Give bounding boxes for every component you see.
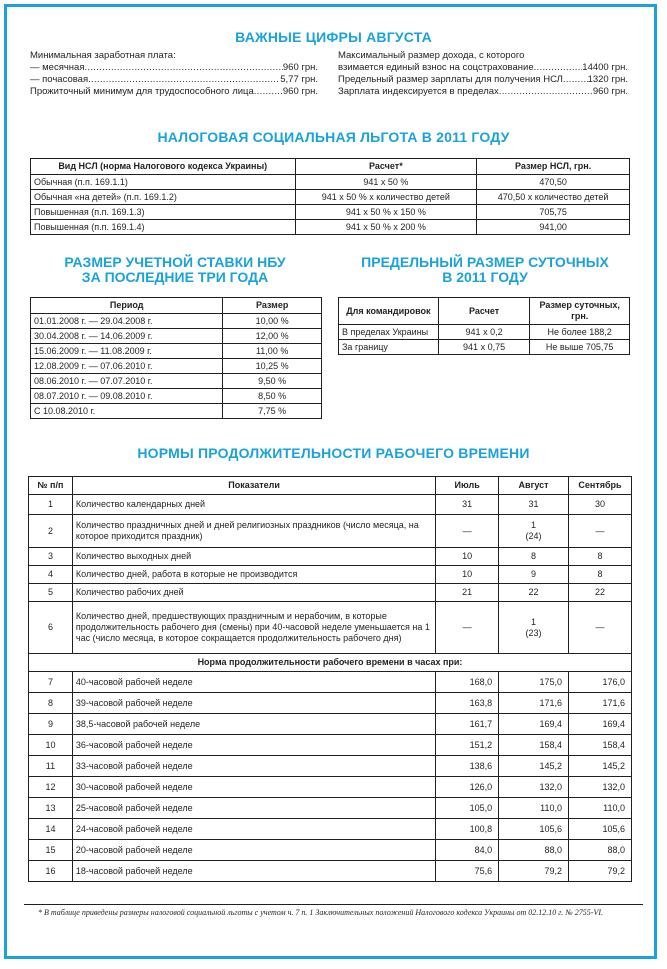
table-row — [29, 756, 632, 777]
row-number: 2 — [29, 515, 73, 548]
figure-label: Зарплата индексируется в пределах — [338, 86, 499, 97]
row-number: 5 — [29, 584, 73, 602]
table-row — [339, 340, 630, 355]
table-cell: 470,50 х количество детей — [477, 190, 630, 205]
row-value: 158,4 — [499, 735, 569, 756]
dot-leader — [88, 74, 280, 86]
column-header: Август — [499, 477, 569, 495]
row-value: 110,0 — [569, 798, 632, 819]
row-value: — — [436, 602, 499, 654]
row-value: 84,0 — [436, 840, 499, 861]
figure-label: — почасовая — [30, 74, 89, 85]
row-number: 11 — [29, 756, 73, 777]
row-value: 151,2 — [436, 735, 499, 756]
august-left-list — [30, 50, 318, 98]
table-row — [31, 205, 630, 220]
column-header: Показатели — [72, 477, 435, 495]
row-label: Количество календарных дней — [72, 495, 435, 515]
column-header: Размер — [223, 298, 322, 314]
figure-row — [30, 50, 318, 62]
row-value: 1 (24) — [499, 515, 569, 548]
figure-row — [338, 62, 628, 74]
row-value: 10 — [436, 548, 499, 566]
table-row — [31, 359, 322, 374]
row-value: 110,0 — [499, 798, 569, 819]
table-row — [29, 777, 632, 798]
row-value: 100,8 — [436, 819, 499, 840]
row-value: 175,0 — [499, 672, 569, 693]
column-header: Расчет* — [295, 159, 477, 175]
row-value: 31 — [436, 495, 499, 515]
row-value: 169,4 — [569, 714, 632, 735]
column-header: Расчет — [438, 298, 530, 325]
figure-label: Предельный размер зарплаты для получения НСЛ — [338, 74, 563, 85]
row-value: 171,6 — [569, 693, 632, 714]
figure-label: Максимальный размер дохода, с которого — [338, 50, 525, 61]
nsl-title: НАЛОГОВАЯ СОЦИАЛЬНАЯ ЛЬГОТА В 2011 ГОДУ — [157, 129, 510, 145]
table-cell: 08.06.2010 г. — 07.07.2010 г. — [31, 374, 223, 389]
row-number: 9 — [29, 714, 73, 735]
hours-table — [28, 476, 632, 882]
subheader-row — [29, 654, 632, 672]
row-value: 30 — [569, 495, 632, 515]
row-number: 7 — [29, 672, 73, 693]
table-cell: В пределах Украины — [339, 325, 439, 340]
row-value: 169,4 — [499, 714, 569, 735]
figure-row — [30, 62, 318, 74]
daily-title — [340, 255, 630, 285]
row-value: — — [436, 515, 499, 548]
row-number: 14 — [29, 819, 73, 840]
table-cell: 10,25 % — [223, 359, 322, 374]
row-number: 15 — [29, 840, 73, 861]
row-number: 8 — [29, 693, 73, 714]
row-value: 105,0 — [436, 798, 499, 819]
row-value: 132,0 — [499, 777, 569, 798]
row-number: 4 — [29, 566, 73, 584]
row-label: Количество дней, предшествующих праздничным и нерабочим, в которые продолжительность рабочего дня (смены) при 40-часовой неделе уменьшается на 1 час (число месяца, в которое сокращается продолжительность рабочего дня) — [72, 602, 435, 654]
column-header: Вид НСЛ (норма Налогового кодекса Украины) — [31, 159, 296, 175]
table-cell: 11,00 % — [223, 344, 322, 359]
daily-title-line2: В 2011 ГОДУ — [442, 269, 528, 285]
august-title: ВАЖНЫЕ ЦИФРЫ АВГУСТА — [235, 29, 432, 45]
table-cell: Не более 188,2 — [530, 325, 630, 340]
figure-value: 14400 грн. — [582, 62, 628, 73]
row-label: Количество выходных дней — [72, 548, 435, 566]
table-row — [31, 344, 322, 359]
row-value: 176,0 — [569, 672, 632, 693]
row-label: 39-часовой рабочей неделе — [72, 693, 435, 714]
row-label: Количество рабочих дней — [72, 584, 435, 602]
row-label: 36-часовой рабочей неделе — [72, 735, 435, 756]
table-cell: 7,75 % — [223, 404, 322, 419]
table-cell: 15.06.2009 г. — 11.08.2009 г. — [31, 344, 223, 359]
table-cell: 470,50 — [477, 175, 630, 190]
table-cell: 9,50 % — [223, 374, 322, 389]
table-row — [29, 495, 632, 515]
row-value: 161,7 — [436, 714, 499, 735]
figure-value: 1320 грн. — [587, 74, 628, 85]
row-value: 126,0 — [436, 777, 499, 798]
dot-leader — [84, 62, 282, 74]
figure-label: взимается единый взнос на соцстрахование — [338, 62, 534, 73]
table-cell: 10,00 % — [223, 314, 322, 329]
row-value: 8 — [569, 566, 632, 584]
column-header: Июль — [436, 477, 499, 495]
row-value: 105,6 — [499, 819, 569, 840]
table-cell: 941 х 50 % х 200 % — [295, 220, 477, 235]
column-header: Для командировок — [339, 298, 439, 325]
table-row — [29, 602, 632, 654]
row-value: 22 — [499, 584, 569, 602]
row-number: 3 — [29, 548, 73, 566]
august-right-list — [338, 50, 628, 98]
column-header: Сентябрь — [569, 477, 632, 495]
row-number: 1 — [29, 495, 73, 515]
row-value: 132,0 — [569, 777, 632, 798]
row-value: 79,2 — [499, 861, 569, 882]
table-cell: 941 х 50 % х количество детей — [295, 190, 477, 205]
column-header: Размер суточных, грн. — [530, 298, 630, 325]
table-cell: Повышенная (п.п. 169.1.4) — [31, 220, 296, 235]
row-label: Количество дней, работа в которые не производится — [72, 566, 435, 584]
table-cell: За границу — [339, 340, 439, 355]
figure-row — [338, 86, 628, 98]
row-value: — — [569, 515, 632, 548]
row-value: 145,2 — [499, 756, 569, 777]
table-cell: Обычная (п.п. 169.1.1) — [31, 175, 296, 190]
table-cell: 08.07.2010 г. — 09.08.2010 г. — [31, 389, 223, 404]
nbu-title — [30, 255, 320, 285]
footnote-divider — [24, 904, 643, 905]
dot-leader — [499, 86, 593, 98]
table-cell: 01.01.2008 г. — 29.04.2008 г. — [31, 314, 223, 329]
dot-leader — [534, 62, 583, 74]
hours-title: НОРМЫ ПРОДОЛЖИТЕЛЬНОСТИ РАБОЧЕГО ВРЕМЕНИ — [137, 445, 530, 461]
row-value: 158,4 — [569, 735, 632, 756]
figure-label: Минимальная заработная плата: — [30, 50, 176, 61]
row-label: 40-часовой рабочей неделе — [72, 672, 435, 693]
nsl-table — [30, 158, 630, 235]
row-value: 8 — [499, 548, 569, 566]
row-value: 105,6 — [569, 819, 632, 840]
row-value: 1 (23) — [499, 602, 569, 654]
row-value: 22 — [569, 584, 632, 602]
row-number: 16 — [29, 861, 73, 882]
subheader-cell: Норма продолжительности рабочего времени в часах при: — [29, 654, 632, 672]
dot-leader — [254, 86, 283, 98]
row-value: 138,6 — [436, 756, 499, 777]
table-row — [339, 325, 630, 340]
table-cell: 8,50 % — [223, 389, 322, 404]
row-value: 163,8 — [436, 693, 499, 714]
table-cell: 941 х 0,2 — [438, 325, 530, 340]
table-row — [29, 693, 632, 714]
figure-row — [30, 86, 318, 98]
table-row — [29, 735, 632, 756]
table-row — [31, 175, 630, 190]
row-number: 13 — [29, 798, 73, 819]
row-label: 38,5-часовой рабочей неделе — [72, 714, 435, 735]
table-cell: Не выше 705,75 — [530, 340, 630, 355]
row-number: 12 — [29, 777, 73, 798]
nbu-title-line2: ЗА ПОСЛЕДНИЕ ТРИ ГОДА — [81, 269, 269, 285]
row-value: 171,6 — [499, 693, 569, 714]
figure-row — [338, 74, 628, 86]
row-value: 88,0 — [569, 840, 632, 861]
row-label: 33-часовой рабочей неделе — [72, 756, 435, 777]
row-value: 9 — [499, 566, 569, 584]
column-header: Период — [31, 298, 223, 314]
figure-label: — месячная — [30, 62, 85, 73]
table-row — [29, 840, 632, 861]
figure-value: 5,77 грн. — [280, 74, 318, 85]
column-header: № п/п — [29, 477, 73, 495]
table-row — [31, 190, 630, 205]
row-label: Количество праздничных дней и дней религиозных праздников (число месяца, на которое приходится праздник) — [72, 515, 435, 548]
footnote: * В таблице приведены размеры налоговой социальной льготы с учетом ч. 7 п. 1 Заключительных положений Налогового кодекса Украины от 02.12.10 г. № 2755-VI. — [38, 908, 604, 917]
table-cell: 12,00 % — [223, 329, 322, 344]
table-cell: С 10.08.2010 г. — [31, 404, 223, 419]
row-value: 75,6 — [436, 861, 499, 882]
row-value: 145,2 — [569, 756, 632, 777]
table-row — [29, 714, 632, 735]
row-value: — — [569, 602, 632, 654]
table-cell: 30.04.2008 г. — 14.06.2009 г. — [31, 329, 223, 344]
figure-label: Прожиточный минимум для трудоспособного лица — [30, 86, 254, 97]
table-cell: 705,75 — [477, 205, 630, 220]
table-cell: 941 х 50 % х 150 % — [295, 205, 477, 220]
figure-row — [338, 50, 628, 62]
column-header: Размер НСЛ, грн. — [477, 159, 630, 175]
row-value: 21 — [436, 584, 499, 602]
table-cell: 941,00 — [477, 220, 630, 235]
row-label: 24-часовой рабочей неделе — [72, 819, 435, 840]
row-label: 25-часовой рабочей неделе — [72, 798, 435, 819]
table-cell: 941 х 50 % — [295, 175, 477, 190]
row-number: 6 — [29, 602, 73, 654]
row-value: 79,2 — [569, 861, 632, 882]
table-row — [29, 798, 632, 819]
figure-value: 960 грн. — [592, 86, 628, 97]
table-row — [29, 584, 632, 602]
nbu-title-line1: РАЗМЕР УЧЕТНОЙ СТАВКИ НБУ — [64, 254, 286, 270]
row-value: 88,0 — [499, 840, 569, 861]
figure-value: 960 грн. — [282, 86, 318, 97]
row-label: 20-часовой рабочей неделе — [72, 840, 435, 861]
table-row — [29, 566, 632, 584]
row-value: 8 — [569, 548, 632, 566]
row-value: 10 — [436, 566, 499, 584]
figure-value: 960 грн. — [282, 62, 318, 73]
row-label: 30-часовой рабочей неделе — [72, 777, 435, 798]
table-row — [29, 861, 632, 882]
dot-leader — [563, 74, 588, 86]
table-cell: 12.08.2009 г. — 07.06.2010 г. — [31, 359, 223, 374]
row-label: 18-часовой рабочей неделе — [72, 861, 435, 882]
table-row — [31, 314, 322, 329]
row-value: 168,0 — [436, 672, 499, 693]
figure-row — [30, 74, 318, 86]
nbu-table — [30, 297, 322, 419]
table-row — [31, 329, 322, 344]
row-value: 31 — [499, 495, 569, 515]
table-row — [31, 404, 322, 419]
table-row — [29, 672, 632, 693]
table-cell: 941 х 0,75 — [438, 340, 530, 355]
table-row — [29, 515, 632, 548]
table-row — [31, 220, 630, 235]
table-cell: Повышенная (п.п. 169.1.3) — [31, 205, 296, 220]
daily-table — [338, 297, 630, 355]
table-row — [31, 389, 322, 404]
row-number: 10 — [29, 735, 73, 756]
table-cell: Обычная «на детей» (п.п. 169.1.2) — [31, 190, 296, 205]
table-row — [29, 548, 632, 566]
table-row — [29, 819, 632, 840]
table-row — [31, 374, 322, 389]
daily-title-line1: ПРЕДЕЛЬНЫЙ РАЗМЕР СУТОЧНЫХ — [361, 254, 609, 270]
